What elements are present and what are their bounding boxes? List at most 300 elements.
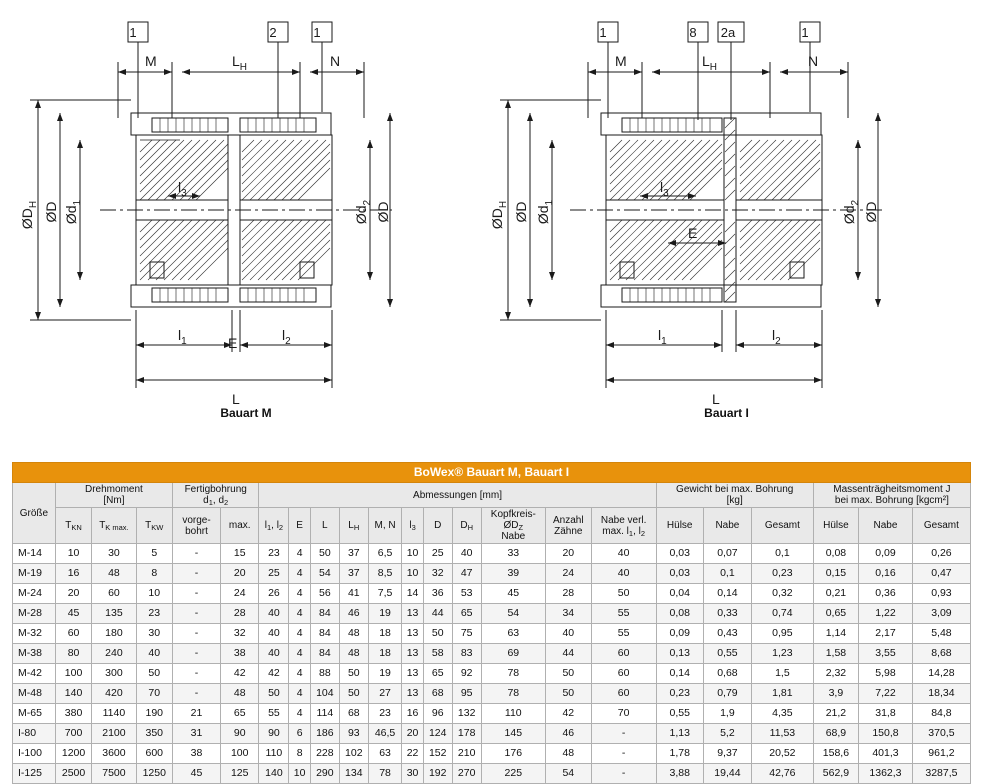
col-d: D: [423, 508, 452, 544]
cell-groesse: M-28: [13, 604, 56, 624]
table-group-header-row: [13, 483, 971, 508]
table-cell: 19: [368, 604, 402, 624]
dim-l-label: L: [232, 391, 240, 407]
table-cell: 30: [92, 544, 136, 564]
table-row: [13, 544, 971, 564]
table-cell: 84: [310, 624, 339, 644]
table-cell: 3,88: [656, 764, 703, 784]
table-cell: 10: [55, 544, 91, 564]
table-cell: 0,26: [912, 544, 970, 564]
table-cell: 44: [423, 604, 452, 624]
cell-groesse: M-38: [13, 644, 56, 664]
table-cell: 0,14: [656, 664, 703, 684]
table-cell: 134: [339, 764, 368, 784]
table-cell: 60: [55, 624, 91, 644]
table-cell: 47: [452, 564, 481, 584]
col-tkn: $T_{KN}$: [55, 508, 91, 544]
table-cell: 7,5: [368, 584, 402, 604]
table-row: [13, 564, 971, 584]
table-cell: 152: [423, 744, 452, 764]
table-cell: 13: [402, 624, 423, 644]
table-cell: 0,03: [656, 544, 703, 564]
table-cell: 562,9: [813, 764, 858, 784]
table-cell: 1,23: [752, 644, 814, 664]
table-cell: 9,37: [703, 744, 751, 764]
table-cell: 53: [452, 584, 481, 604]
table-cell: 42: [221, 664, 259, 684]
table-cell: 0,23: [656, 684, 703, 704]
balloon-label-1: 1: [599, 25, 607, 40]
table-cell: 40: [259, 644, 289, 664]
table-cell: 31,8: [859, 704, 913, 724]
table-cell: 0,95: [752, 624, 814, 644]
table-cell: 18: [368, 624, 402, 644]
table-cell: 42: [545, 704, 591, 724]
table-cell: 50: [339, 664, 368, 684]
table-cell: 69: [481, 644, 545, 664]
dim-m-label: M: [145, 53, 157, 69]
table-cell: 84: [310, 644, 339, 664]
table-cell: 60: [591, 664, 656, 684]
col-l3: $l_3$: [402, 508, 423, 544]
table-cell: 290: [310, 764, 339, 784]
table-cell: 54: [481, 604, 545, 624]
table-cell: -: [591, 724, 656, 744]
dim-l2-label: $l_2$: [282, 327, 291, 347]
table-cell: 186: [310, 724, 339, 744]
table-row: [13, 684, 971, 704]
col-max: max.: [221, 508, 259, 544]
col-l: L: [310, 508, 339, 544]
cell-groesse: M-14: [13, 544, 56, 564]
dim-l-label: L: [712, 391, 720, 407]
table-title-row: [13, 463, 971, 483]
table-cell: 90: [221, 724, 259, 744]
table-cell: 18: [368, 644, 402, 664]
table-cell: 8: [289, 744, 310, 764]
table-cell: 33: [481, 544, 545, 564]
table-cell: 192: [423, 764, 452, 784]
table-cell: 370,5: [912, 724, 970, 744]
table-cell: 8,5: [368, 564, 402, 584]
table-cell: 13: [402, 684, 423, 704]
table-cell: 63: [481, 624, 545, 644]
table-cell: 0,07: [703, 544, 751, 564]
table-cell: 65: [423, 664, 452, 684]
table-cell: -: [591, 744, 656, 764]
drawing-bauart-m: [0, 0, 492, 455]
table-cell: 145: [481, 724, 545, 744]
table-body: [13, 544, 971, 784]
table-cell: 20: [402, 724, 423, 744]
dim-lh-label: $L_H$: [702, 53, 718, 73]
table-cell: 93: [339, 724, 368, 744]
table-cell: 50: [310, 544, 339, 564]
table-cell: 37: [339, 564, 368, 584]
table-cell: 40: [136, 644, 172, 664]
table-cell: 1250: [136, 764, 172, 784]
table-cell: 10: [289, 764, 310, 784]
dim-phid-right-label: ØD: [375, 201, 391, 223]
cell-groesse: M-65: [13, 704, 56, 724]
table-cell: 45: [481, 584, 545, 604]
table-cell: 40: [259, 624, 289, 644]
table-cell: 42,76: [752, 764, 814, 784]
table-cell: 3,9: [813, 684, 858, 704]
col-j-nabe: Nabe: [859, 508, 913, 544]
table-cell: 23: [259, 544, 289, 564]
table-cell: 37: [339, 544, 368, 564]
table-cell: -: [172, 644, 220, 664]
cell-groesse: M-24: [13, 584, 56, 604]
table-cell: 54: [545, 764, 591, 784]
table-cell: 54: [310, 564, 339, 584]
table-cell: 50: [423, 624, 452, 644]
table-cell: 4: [289, 684, 310, 704]
table-row: [13, 664, 971, 684]
table-cell: 8: [136, 564, 172, 584]
col-mn: M, N: [368, 508, 402, 544]
table-cell: 600: [136, 744, 172, 764]
table-cell: 84,8: [912, 704, 970, 724]
table-cell: 0,43: [703, 624, 751, 644]
dim-l2-label: $l_2$: [772, 327, 781, 347]
col-groesse: Größe: [13, 483, 56, 544]
table-cell: 380: [55, 704, 91, 724]
table-cell: 1362,3: [859, 764, 913, 784]
col-l1l2: $l_1$, $l_2$: [259, 508, 289, 544]
table-cell: 44: [545, 644, 591, 664]
table-cell: 1,78: [656, 744, 703, 764]
group-gewicht: Gewicht bei max. Bohrung [kg]: [656, 483, 813, 508]
table-cell: 0,23: [752, 564, 814, 584]
table-cell: 22: [402, 744, 423, 764]
table-row: [13, 644, 971, 664]
balloon-label-2a: 2a: [720, 25, 736, 40]
table-cell: 50: [136, 664, 172, 684]
table-cell: 20: [545, 544, 591, 564]
table-cell: 1,13: [656, 724, 703, 744]
table-cell: 1200: [55, 744, 91, 764]
dim-phid-left-label: ØD: [43, 201, 59, 223]
table-cell: 32: [221, 624, 259, 644]
table-cell: 125: [221, 764, 259, 784]
table-cell: 190: [136, 704, 172, 724]
table-cell: 150,8: [859, 724, 913, 744]
table-cell: 55: [591, 604, 656, 624]
table-cell: 50: [591, 584, 656, 604]
table-cell: 16: [55, 564, 91, 584]
col-vorgebohrt: vorge- bohrt: [172, 508, 220, 544]
table-cell: 24: [221, 584, 259, 604]
table-cell: 5,98: [859, 664, 913, 684]
table-cell: 55: [259, 704, 289, 724]
table-cell: 1,22: [859, 604, 913, 624]
table-cell: 0,33: [703, 604, 751, 624]
col-gewicht-nabe: Nabe: [703, 508, 751, 544]
col-lh: $L_H$: [339, 508, 368, 544]
table-cell: 0,15: [813, 564, 858, 584]
table-cell: 225: [481, 764, 545, 784]
table-cell: 15: [221, 544, 259, 564]
table-cell: 270: [452, 764, 481, 784]
table-cell: -: [172, 584, 220, 604]
dim-l1-label: $l_1$: [658, 327, 667, 347]
dim-phid-right-label: ØD: [863, 201, 879, 223]
table-cell: 42: [259, 664, 289, 684]
table-cell: 25: [423, 544, 452, 564]
cell-groesse: I-80: [13, 724, 56, 744]
table-cell: 13: [402, 664, 423, 684]
table-cell: 30: [136, 624, 172, 644]
table-cell: 102: [339, 744, 368, 764]
table-cell: 2500: [55, 764, 91, 784]
cell-groesse: M-42: [13, 664, 56, 684]
table-cell: 4: [289, 624, 310, 644]
group-massentraegheit: Massenträgheitsmoment J bei max. Bohrung [kgcm²]: [813, 483, 970, 508]
col-tkmax: $T_{K max.}$: [92, 508, 136, 544]
table-cell: 1,9: [703, 704, 751, 724]
table-cell: 24: [545, 564, 591, 584]
table-cell: 140: [259, 764, 289, 784]
table-cell: 83: [452, 644, 481, 664]
table-cell: 100: [221, 744, 259, 764]
table-cell: 14,28: [912, 664, 970, 684]
table-cell: 58: [423, 644, 452, 664]
table-cell: 1,58: [813, 644, 858, 664]
table-cell: 0,09: [656, 624, 703, 644]
dim-lh-label: $L_H$: [232, 53, 248, 73]
table-cell: 240: [92, 644, 136, 664]
dim-phidh-label: $ØD_H$: [489, 200, 509, 230]
table-cell: 31: [172, 724, 220, 744]
table-cell: 95: [452, 684, 481, 704]
cell-groesse: M-48: [13, 684, 56, 704]
table-cell: 60: [591, 684, 656, 704]
table-cell: 41: [339, 584, 368, 604]
table-cell: 0,21: [813, 584, 858, 604]
table-cell: 114: [310, 704, 339, 724]
table-cell: -: [172, 544, 220, 564]
table-cell: 7,22: [859, 684, 913, 704]
drawing-bauart-i: [470, 0, 983, 455]
table-cell: 0,16: [859, 564, 913, 584]
col-anzahl-zaehne: Anzahl Zähne: [545, 508, 591, 544]
table-cell: 5: [136, 544, 172, 564]
table-cell: 13: [402, 604, 423, 624]
table-cell: 70: [136, 684, 172, 704]
table-cell: 78: [481, 664, 545, 684]
table-cell: 60: [591, 644, 656, 664]
table-cell: 27: [368, 684, 402, 704]
table-cell: 140: [55, 684, 91, 704]
table-row: [13, 584, 971, 604]
table-cell: 46,5: [368, 724, 402, 744]
table-cell: 28: [221, 604, 259, 624]
table-cell: 5,48: [912, 624, 970, 644]
table-cell: 0,65: [813, 604, 858, 624]
spec-table-wrap: [12, 462, 971, 784]
table-cell: 3600: [92, 744, 136, 764]
table-cell: 4: [289, 604, 310, 624]
table-cell: 32: [423, 564, 452, 584]
table-cell: 180: [92, 624, 136, 644]
table-cell: 7500: [92, 764, 136, 784]
col-dh: $D_H$: [452, 508, 481, 544]
table-cell: 40: [591, 564, 656, 584]
table-cell: 48: [221, 684, 259, 704]
dim-phid2-label: $Ød_2$: [353, 199, 373, 225]
col-e: E: [289, 508, 310, 544]
table-cell: 34: [545, 604, 591, 624]
table-cell: 65: [452, 604, 481, 624]
caption-bauart-i: Bauart I: [704, 406, 749, 420]
table-cell: 0,68: [703, 664, 751, 684]
group-abmessungen: Abmessungen [mm]: [259, 483, 656, 508]
table-cell: 0,74: [752, 604, 814, 624]
table-cell: 0,1: [752, 544, 814, 564]
table-cell: 6,5: [368, 544, 402, 564]
table-cell: 4,35: [752, 704, 814, 724]
col-j-huelse: Hülse: [813, 508, 858, 544]
table-cell: 176: [481, 744, 545, 764]
table-cell: 68: [339, 704, 368, 724]
table-cell: 1,14: [813, 624, 858, 644]
table-cell: 0,09: [859, 544, 913, 564]
table-cell: 90: [259, 724, 289, 744]
table-cell: 38: [221, 644, 259, 664]
table-cell: 48: [92, 564, 136, 584]
table-cell: 23: [368, 704, 402, 724]
table-cell: 0,13: [656, 644, 703, 664]
table-cell: 75: [452, 624, 481, 644]
table-cell: 68,9: [813, 724, 858, 744]
group-fertigbohrung: Fertigbohrung $d_1$, $d_2$: [172, 483, 258, 508]
table-cell: 100: [55, 664, 91, 684]
table-cell: 78: [368, 764, 402, 784]
table-cell: 1,81: [752, 684, 814, 704]
table-cell: 0,79: [703, 684, 751, 704]
cell-groesse: M-32: [13, 624, 56, 644]
table-cell: 40: [591, 544, 656, 564]
table-cell: 1140: [92, 704, 136, 724]
table-cell: 0,32: [752, 584, 814, 604]
table-row: [13, 744, 971, 764]
cell-groesse: I-125: [13, 764, 56, 784]
table-cell: 14: [402, 584, 423, 604]
table-cell: 228: [310, 744, 339, 764]
table-cell: 40: [452, 544, 481, 564]
table-cell: 45: [172, 764, 220, 784]
table-cell: 20: [221, 564, 259, 584]
table-cell: 178: [452, 724, 481, 744]
table-cell: 8,68: [912, 644, 970, 664]
table-cell: -: [172, 684, 220, 704]
dim-l1-label: $l_1$: [178, 327, 187, 347]
table-cell: -: [172, 564, 220, 584]
table-cell: 0,93: [912, 584, 970, 604]
table-cell: 124: [423, 724, 452, 744]
col-kopfkreis: Kopfkreis- $ØD_Z$ Nabe: [481, 508, 545, 544]
table-row: [13, 624, 971, 644]
table-cell: 48: [545, 744, 591, 764]
table-cell: 65: [221, 704, 259, 724]
table-cell: 78: [481, 684, 545, 704]
balloon-label-3: 1: [313, 25, 321, 40]
table-cell: 3,09: [912, 604, 970, 624]
dim-e-label: E: [228, 335, 238, 351]
table-cell: 2,17: [859, 624, 913, 644]
cell-groesse: M-19: [13, 564, 56, 584]
table-cell: 1,5: [752, 664, 814, 684]
table-cell: 3,55: [859, 644, 913, 664]
table-cell: 158,6: [813, 744, 858, 764]
table-row: [13, 704, 971, 724]
table-cell: 132: [452, 704, 481, 724]
table-cell: 4: [289, 644, 310, 664]
table-cell: 0,08: [656, 604, 703, 624]
table-cell: -: [172, 604, 220, 624]
table-cell: 10: [402, 544, 423, 564]
table-cell: 16: [402, 704, 423, 724]
table-cell: 25: [259, 564, 289, 584]
table-cell: 2,32: [813, 664, 858, 684]
table-cell: -: [591, 764, 656, 784]
dim-e-label: E: [688, 225, 698, 241]
balloon-label-8: 8: [689, 25, 697, 40]
table-cell: 4: [289, 544, 310, 564]
table-cell: 0,1: [703, 564, 751, 584]
table-cell: 18,34: [912, 684, 970, 704]
table-cell: 961,2: [912, 744, 970, 764]
dim-phid2-label: $Ød_2$: [841, 199, 861, 225]
table-cell: 28: [545, 584, 591, 604]
table-cell: 19: [368, 664, 402, 684]
col-nabe-verl: Nabe verl. max. $l_1$, $l_2$: [591, 508, 656, 544]
table-cell: 0,55: [703, 644, 751, 664]
table-cell: 0,47: [912, 564, 970, 584]
table-cell: 50: [259, 684, 289, 704]
table-cell: 4: [289, 664, 310, 684]
dim-n-label: N: [330, 53, 341, 69]
table-cell: 39: [481, 564, 545, 584]
table-row: [13, 724, 971, 744]
table-cell: 19,44: [703, 764, 751, 784]
dim-phid1-label: $Ød_1$: [63, 199, 83, 225]
table-cell: 0,55: [656, 704, 703, 724]
table-cell: 0,14: [703, 584, 751, 604]
table-cell: 110: [259, 744, 289, 764]
table-cell: 210: [452, 744, 481, 764]
table-cell: 21: [172, 704, 220, 724]
bauart-m-svg: [0, 0, 492, 420]
col-tkw: $T_{KW}$: [136, 508, 172, 544]
table-cell: 50: [545, 664, 591, 684]
table-cell: 3287,5: [912, 764, 970, 784]
table-cell: 700: [55, 724, 91, 744]
table-cell: 48: [339, 644, 368, 664]
table-cell: 46: [339, 604, 368, 624]
table-cell: 13: [402, 644, 423, 664]
table-cell: 36: [423, 584, 452, 604]
table-cell: 300: [92, 664, 136, 684]
table-cell: 420: [92, 684, 136, 704]
balloon-label-2: 2: [269, 25, 277, 40]
table-cell: 38: [172, 744, 220, 764]
dim-l3-label: $l_3$: [178, 179, 187, 199]
table-cell: 0,04: [656, 584, 703, 604]
table-cell: 21,2: [813, 704, 858, 724]
